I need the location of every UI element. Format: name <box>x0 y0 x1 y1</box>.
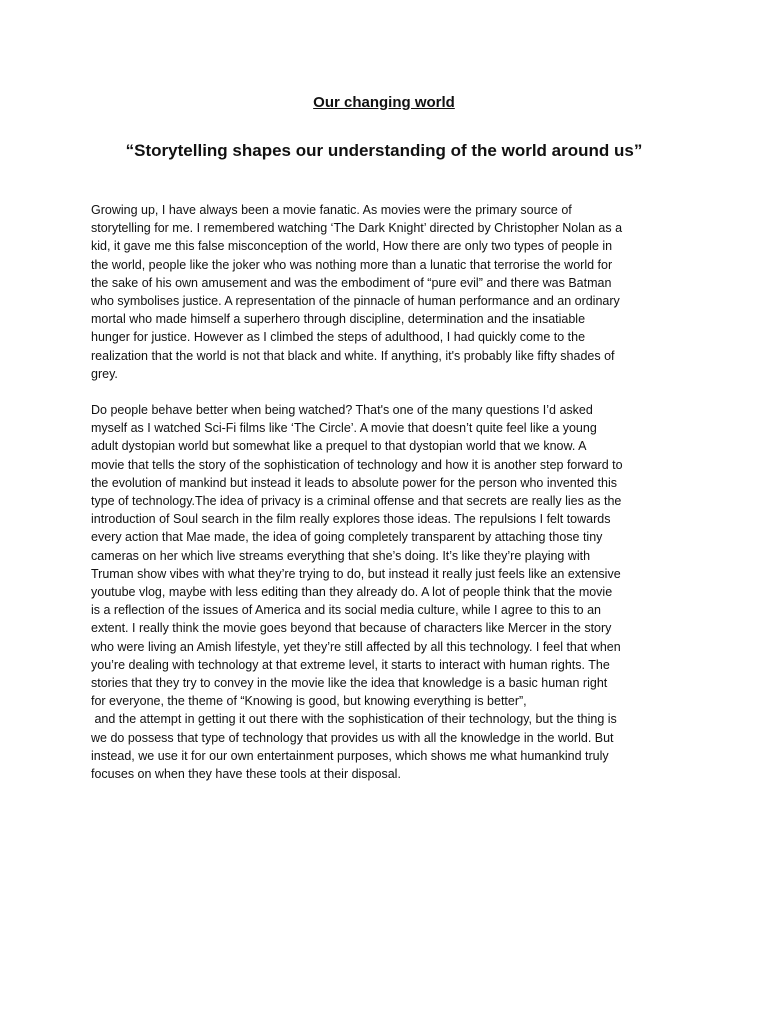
paragraph-line: extent. I really think the movie goes beyond that because of characters like Mercer in the story <box>91 621 612 636</box>
paragraph-line: hunger for justice. However as I climbed the steps of adulthood, I had quickly come to the <box>91 330 586 345</box>
paragraph-line: every action that Mae made, the idea of going completely transparent by attaching those tiny <box>91 530 603 545</box>
body-paragraph <box>91 201 691 383</box>
body-paragraph <box>91 401 691 783</box>
paragraph-line: for everyone, the theme of “Knowing is good, but knowing everything is better”, <box>91 694 527 709</box>
paragraph-line: type of technology.The idea of privacy is a criminal offense and that secrets are really lies as the <box>91 494 622 509</box>
paragraph-line: movie that tells the story of the sophistication of technology and how it is another step forward to <box>91 457 623 472</box>
paragraph-line: and the attempt in getting it out there with the sophistication of their technology, but the thing is <box>91 712 617 727</box>
paragraph-line: Truman show vibes with what they’re trying to do, but instead it really just feels like an extensive <box>91 566 621 581</box>
paragraph-line: we do possess that type of technology that provides us with all the knowledge in the world. But <box>91 730 614 745</box>
paragraph-line: kid, it gave me this false misconception of the world, How there are only two types of people in <box>91 239 613 254</box>
paragraph-line: storytelling for me. I remembered watching ‘The Dark Knight’ directed by Christopher Nolan as a <box>91 221 623 236</box>
paragraph-line: introduction of Soul search in the film really explores those ideas. The repulsions I felt towards <box>91 512 611 527</box>
paragraph-line: stories that they try to convey in the movie like the idea that knowledge is a basic human right <box>91 676 608 691</box>
document-body <box>91 201 691 783</box>
paragraph-line: mortal who made himself a superhero through discipline, determination and the insatiable <box>91 312 586 327</box>
paragraph-line: you’re dealing with technology at that extreme level, it starts to interact with human rights. The <box>91 657 610 672</box>
paragraph-line: the world, people like the joker who was nothing more than a lunatic that terrorise the world for <box>91 257 613 272</box>
document-subtitle: “Storytelling shapes our understanding of the world around us” <box>125 141 643 160</box>
paragraph-line: who were living an Amish lifestyle, yet they’re still affected by all this technology. I feel that when <box>91 639 621 654</box>
paragraph-line: Growing up, I have always been a movie fanatic. As movies were the primary source of <box>91 203 572 217</box>
paragraph-line: youtube vlog, maybe with less editing than they already do. A lot of people think that the movie <box>91 585 613 600</box>
paragraph-line: the evolution of mankind but instead it leads to absolute power for the person who invented this <box>91 475 618 490</box>
paragraph-line: myself as I watched Sci-Fi films like ‘The Circle’. A movie that doesn’t quite feel like a young <box>91 421 597 436</box>
paragraph-line: Do people behave better when being watched? That's one of the many questions I’d asked <box>91 403 593 418</box>
paragraph-line: realization that the world is not that black and white. If anything, it's probably like fifty shades of <box>91 348 615 363</box>
paragraph-line: cameras on her which live streams everything that she’s doing. It’s like they’re playing with <box>91 548 591 563</box>
paragraph-line: grey. <box>91 366 118 381</box>
paragraph-line: focuses on when they have these tools at their disposal. <box>91 767 401 782</box>
paragraph-line: instead, we use it for our own entertainment purposes, which shows me what humankind truly <box>91 748 609 763</box>
paragraph-line: is a reflection of the issues of America and its social media culture, while I agree to this to an <box>91 603 601 618</box>
paragraph-line: adult dystopian world but somewhat like a prequel to that dystopian world that we know. A <box>91 439 587 454</box>
document-title: Our changing world <box>313 94 455 111</box>
paragraph-line: the sake of his own amusement and was the embodiment of “pure evil” and there was Batman <box>91 275 612 290</box>
paragraph-line: who symbolises justice. A representation of the pinnacle of human performance and an ordinary <box>91 294 620 309</box>
